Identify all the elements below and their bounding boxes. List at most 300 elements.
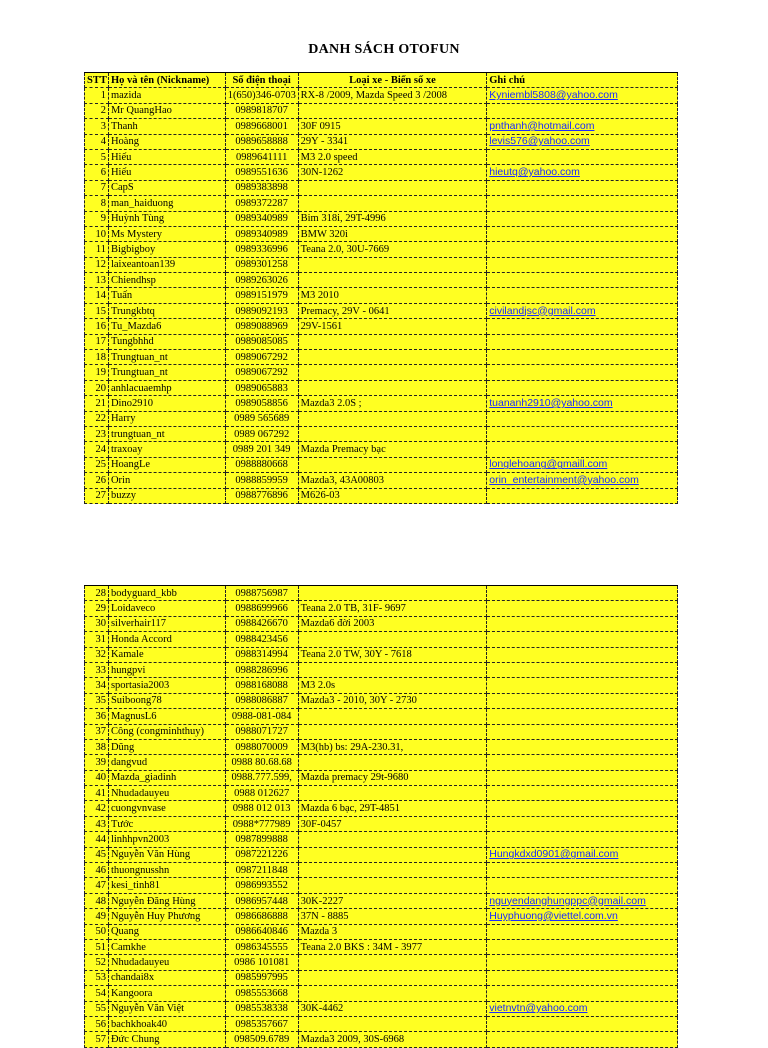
- car-cell: M3 2010: [298, 288, 487, 303]
- note-cell: [487, 693, 678, 708]
- phone-cell: 0989336996: [225, 242, 298, 257]
- note-cell: [487, 350, 678, 365]
- note-cell: [487, 863, 678, 878]
- phone-cell: 0989 201 349: [225, 442, 298, 457]
- car-cell: [298, 1016, 487, 1031]
- phone-cell: 0986345555: [225, 939, 298, 954]
- note-cell: [487, 242, 678, 257]
- car-cell: [298, 180, 487, 195]
- nickname-cell: Dino2910: [108, 396, 225, 411]
- phone-cell: 0989340989: [225, 226, 298, 241]
- document-title: DANH SÁCH OTOFUN: [308, 42, 460, 57]
- table-row: [85, 909, 678, 924]
- car-cell: [298, 970, 487, 985]
- nickname-cell: hungpvi: [108, 662, 225, 677]
- note-cell: [487, 426, 678, 441]
- car-cell: [298, 380, 487, 395]
- table-row: [85, 380, 678, 395]
- phone-cell: 0989092193: [225, 303, 298, 318]
- phone-cell: 0986640846: [225, 924, 298, 939]
- table-row: [85, 816, 678, 831]
- table-row: [85, 211, 678, 226]
- row-number: 26: [85, 473, 109, 488]
- nickname-cell: Tuấn: [108, 288, 225, 303]
- car-cell: M3(hb) bs: 29A-230.31,: [298, 739, 487, 754]
- table-row: [85, 103, 678, 118]
- nickname-cell: Dũng: [108, 739, 225, 754]
- note-cell: [487, 709, 678, 724]
- phone-cell: 0988 80.68.68: [225, 755, 298, 770]
- phone-cell: 0985357667: [225, 1016, 298, 1031]
- row-number: 10: [85, 226, 109, 241]
- row-number: 27: [85, 488, 109, 503]
- phone-cell: 0989058856: [225, 396, 298, 411]
- table-row: [85, 180, 678, 195]
- note-cell: [487, 180, 678, 195]
- note-cell[interactable]: orin_entertainment@yahoo.com: [487, 473, 678, 488]
- nickname-cell: linhhpvn2003: [108, 832, 225, 847]
- row-number: 42: [85, 801, 109, 816]
- row-number: 12: [85, 257, 109, 272]
- phone-cell: 0989340989: [225, 211, 298, 226]
- nickname-cell: traxoay: [108, 442, 225, 457]
- phone-cell: 0986957448: [225, 893, 298, 908]
- table-row: [85, 257, 678, 272]
- table-row: [85, 473, 678, 488]
- nickname-cell: Harry: [108, 411, 225, 426]
- nickname-cell: Quang: [108, 924, 225, 939]
- car-cell: 30K-2227: [298, 893, 487, 908]
- row-number: 22: [85, 411, 109, 426]
- car-cell: Bim 318i, 29T-4996: [298, 211, 487, 226]
- row-number: 37: [85, 724, 109, 739]
- table-row: [85, 662, 678, 677]
- table-row: [85, 709, 678, 724]
- nickname-cell: laixeantoan139: [108, 257, 225, 272]
- nickname-cell: Hiếu: [108, 149, 225, 164]
- phone-cell: 0989067292: [225, 365, 298, 380]
- table-row: [85, 303, 678, 318]
- table-row: [85, 632, 678, 647]
- car-cell: [298, 832, 487, 847]
- nickname-cell: Trungtuan_nt: [108, 365, 225, 380]
- phone-cell: 0986993552: [225, 878, 298, 893]
- nickname-cell: Trungkbtq: [108, 303, 225, 318]
- note-cell: [487, 724, 678, 739]
- nickname-cell: Honda Accord: [108, 632, 225, 647]
- row-number: 56: [85, 1016, 109, 1031]
- note-cell: [487, 196, 678, 211]
- nickname-cell: CapS: [108, 180, 225, 195]
- table-row: [85, 647, 678, 662]
- row-number: 43: [85, 816, 109, 831]
- phone-cell: 0988286996: [225, 662, 298, 677]
- row-number: 50: [85, 924, 109, 939]
- row-number: 45: [85, 847, 109, 862]
- note-cell: [487, 226, 678, 241]
- row-number: 11: [85, 242, 109, 257]
- phone-cell: 0989372287: [225, 196, 298, 211]
- note-cell: [487, 616, 678, 631]
- nickname-cell: dangvud: [108, 755, 225, 770]
- phone-cell: 0986686888: [225, 909, 298, 924]
- table-row: [85, 273, 678, 288]
- car-cell: [298, 273, 487, 288]
- phone-cell: 0988423456: [225, 632, 298, 647]
- note-cell[interactable]: Hungkdxd0901@gmail.com: [487, 847, 678, 862]
- row-number: 47: [85, 878, 109, 893]
- car-cell: [298, 878, 487, 893]
- car-cell: 30N-1262: [298, 165, 487, 180]
- nickname-cell: thuongnusshn: [108, 863, 225, 878]
- row-number: 49: [85, 909, 109, 924]
- table-row: [85, 1001, 678, 1016]
- note-cell: [487, 257, 678, 272]
- phone-cell: 0989658888: [225, 134, 298, 149]
- phone-cell: 0988776896: [225, 488, 298, 503]
- note-cell[interactable]: levis576@yahoo.com: [487, 134, 678, 149]
- car-cell: [298, 632, 487, 647]
- table-row: [85, 878, 678, 893]
- note-cell: [487, 288, 678, 303]
- car-cell: [298, 986, 487, 1001]
- car-cell: Teana 2.0, 30U-7669: [298, 242, 487, 257]
- car-cell: [298, 955, 487, 970]
- car-cell: 30F 0915: [298, 119, 487, 134]
- phone-cell: 0987221226: [225, 847, 298, 862]
- table-row: [85, 678, 678, 693]
- note-cell[interactable]: nguyendanghungppc@gmail.com: [487, 893, 678, 908]
- table-row: [85, 119, 678, 134]
- car-cell: [298, 365, 487, 380]
- nickname-cell: Tước: [108, 816, 225, 831]
- table-row: [85, 242, 678, 257]
- note-cell[interactable]: tuananh2910@yahoo.com: [487, 396, 678, 411]
- table-row: [85, 924, 678, 939]
- car-cell: Mazda3 2009, 30S-6968: [298, 1032, 487, 1047]
- row-number: 31: [85, 632, 109, 647]
- header-car: Loại xe - Biển số xe: [298, 73, 487, 88]
- table-row: [85, 426, 678, 441]
- note-cell: [487, 755, 678, 770]
- table-row: [85, 1016, 678, 1031]
- nickname-cell: Kangoora: [108, 986, 225, 1001]
- nickname-cell: Công (congminhthuy): [108, 724, 225, 739]
- car-cell: Teana 2.0 TW, 30Y - 7618: [298, 647, 487, 662]
- table-row: [85, 457, 678, 472]
- row-number: 6: [85, 165, 109, 180]
- nickname-cell: Nhudadauyeu: [108, 786, 225, 801]
- phone-cell: 0989551636: [225, 165, 298, 180]
- row-number: 15: [85, 303, 109, 318]
- nickname-cell: man_haiduong: [108, 196, 225, 211]
- note-cell[interactable]: pnthanh@hotmail.com: [487, 119, 678, 134]
- table-row: [85, 616, 678, 631]
- row-number: 4: [85, 134, 109, 149]
- member-table-2: [84, 585, 678, 1048]
- nickname-cell: Huỳnh Tùng: [108, 211, 225, 226]
- phone-cell: 0989263026: [225, 273, 298, 288]
- nickname-cell: Loidaveco: [108, 601, 225, 616]
- phone-cell: 0985997995: [225, 970, 298, 985]
- table-row: [85, 863, 678, 878]
- table-row: [85, 586, 678, 601]
- nickname-cell: Orin: [108, 473, 225, 488]
- nickname-cell: Mazda_giadinh: [108, 770, 225, 785]
- row-number: 46: [85, 863, 109, 878]
- nickname-cell: chandai8x: [108, 970, 225, 985]
- phone-cell: 0989 565689: [225, 411, 298, 426]
- nickname-cell: Ms Mystery: [108, 226, 225, 241]
- row-number: 3: [85, 119, 109, 134]
- car-cell: Mazda 6 bạc, 29T-4851: [298, 801, 487, 816]
- table-row: [85, 801, 678, 816]
- table-row: [85, 442, 678, 457]
- table-row: [85, 134, 678, 149]
- table-row: [85, 847, 678, 862]
- nickname-cell: Chiendhsp: [108, 273, 225, 288]
- nickname-cell: Mr QuangHao: [108, 103, 225, 118]
- note-cell: [487, 103, 678, 118]
- note-cell: [487, 986, 678, 1001]
- note-cell: [487, 632, 678, 647]
- table-row: [85, 739, 678, 754]
- note-cell: [487, 678, 678, 693]
- note-cell: [487, 380, 678, 395]
- table-row: [85, 693, 678, 708]
- row-number: 7: [85, 180, 109, 195]
- row-number: 48: [85, 893, 109, 908]
- table-row: [85, 955, 678, 970]
- car-cell: [298, 847, 487, 862]
- phone-cell: 0988880668: [225, 457, 298, 472]
- row-number: 40: [85, 770, 109, 785]
- car-cell: 29V-1561: [298, 319, 487, 334]
- car-cell: [298, 863, 487, 878]
- nickname-cell: Hiếu: [108, 165, 225, 180]
- note-cell: [487, 586, 678, 601]
- car-cell: [298, 786, 487, 801]
- nickname-cell: trungtuan_nt: [108, 426, 225, 441]
- phone-cell: 0989383898: [225, 180, 298, 195]
- row-number: 21: [85, 396, 109, 411]
- row-number: 16: [85, 319, 109, 334]
- note-cell[interactable]: longlehoang@gmaill.com: [487, 457, 678, 472]
- car-cell: [298, 334, 487, 349]
- note-cell: [487, 801, 678, 816]
- row-number: 35: [85, 693, 109, 708]
- header-row: [85, 73, 678, 88]
- note-cell: [487, 924, 678, 939]
- nickname-cell: kesi_tinh81: [108, 878, 225, 893]
- car-cell: [298, 426, 487, 441]
- nickname-cell: HoangLe: [108, 457, 225, 472]
- table-body-1: [85, 88, 678, 504]
- phone-cell: 0988.777.599,: [225, 770, 298, 785]
- nickname-cell: Suiboong78: [108, 693, 225, 708]
- row-number: 28: [85, 586, 109, 601]
- car-cell: 37N - 8885: [298, 909, 487, 924]
- row-number: 20: [85, 380, 109, 395]
- note-cell: [487, 365, 678, 380]
- table-row: [85, 986, 678, 1001]
- note-cell: [487, 955, 678, 970]
- car-cell: M3 2.0 speed: [298, 149, 487, 164]
- note-cell: [487, 1016, 678, 1031]
- row-number: 8: [85, 196, 109, 211]
- note-cell[interactable]: civilandjsc@gmail.com: [487, 303, 678, 318]
- row-number: 55: [85, 1001, 109, 1016]
- table-row: [85, 288, 678, 303]
- nickname-cell: Bigbigboy: [108, 242, 225, 257]
- row-number: 29: [85, 601, 109, 616]
- nickname-cell: mazida: [108, 88, 225, 103]
- note-cell: [487, 411, 678, 426]
- table-row: [85, 1032, 678, 1047]
- row-number: 14: [85, 288, 109, 303]
- car-cell: Mazda6 đời 2003: [298, 616, 487, 631]
- nickname-cell: buzzy: [108, 488, 225, 503]
- phone-cell: 098509.6789: [225, 1032, 298, 1047]
- note-cell[interactable]: Kyniembl5808@yahoo.com: [487, 88, 678, 103]
- phone-cell: 0988756987: [225, 586, 298, 601]
- row-number: 41: [85, 786, 109, 801]
- phone-cell: 0987899888: [225, 832, 298, 847]
- phone-cell: 0989067292: [225, 350, 298, 365]
- phone-cell: 0986 101081: [225, 955, 298, 970]
- table-row: [85, 770, 678, 785]
- row-number: 57: [85, 1032, 109, 1047]
- table-row: [85, 350, 678, 365]
- note-cell[interactable]: vietnvtn@yahoo.com: [487, 1001, 678, 1016]
- car-cell: BMW 320i: [298, 226, 487, 241]
- note-cell: [487, 334, 678, 349]
- table-row: [85, 319, 678, 334]
- row-number: 33: [85, 662, 109, 677]
- car-cell: Teana 2.0 BKS : 34M - 3977: [298, 939, 487, 954]
- car-cell: RX-8 /2009, Mazda Speed 3 /2008: [298, 88, 487, 103]
- phone-cell: 0988859959: [225, 473, 298, 488]
- note-cell: [487, 488, 678, 503]
- nickname-cell: bachkhoak40: [108, 1016, 225, 1031]
- note-cell: [487, 601, 678, 616]
- nickname-cell: Nguyễn Đăng Hùng: [108, 893, 225, 908]
- note-cell: [487, 319, 678, 334]
- header-phone: Số điện thoại: [225, 73, 298, 88]
- row-number: 38: [85, 739, 109, 754]
- nickname-cell: Đức Chung: [108, 1032, 225, 1047]
- nickname-cell: Nguyễn Huy Phương: [108, 909, 225, 924]
- table-row: [85, 226, 678, 241]
- note-cell: [487, 739, 678, 754]
- phone-cell: 0988086887: [225, 693, 298, 708]
- car-cell: Mazda 3: [298, 924, 487, 939]
- note-cell: [487, 662, 678, 677]
- nickname-cell: Nhudadauyeu: [108, 955, 225, 970]
- phone-cell: 0988314994: [225, 647, 298, 662]
- row-number: 23: [85, 426, 109, 441]
- table-row: [85, 88, 678, 103]
- car-cell: [298, 103, 487, 118]
- nickname-cell: Camkhe: [108, 939, 225, 954]
- note-cell: [487, 878, 678, 893]
- phone-cell: 0989151979: [225, 288, 298, 303]
- nickname-cell: Tu_Mazda6: [108, 319, 225, 334]
- note-cell: [487, 939, 678, 954]
- car-cell: Teana 2.0 TB, 31F- 9697: [298, 601, 487, 616]
- car-cell: [298, 662, 487, 677]
- note-cell: [487, 832, 678, 847]
- car-cell: [298, 257, 487, 272]
- note-cell[interactable]: hieutq@yahoo.com: [487, 165, 678, 180]
- nickname-cell: Trungtuan_nt: [108, 350, 225, 365]
- nickname-cell: silverhair117: [108, 616, 225, 631]
- car-cell: 29Y - 3341: [298, 134, 487, 149]
- note-cell[interactable]: Huyphuong@viettel.com.vn: [487, 909, 678, 924]
- nickname-cell: Hoàng: [108, 134, 225, 149]
- table-row: [85, 149, 678, 164]
- phone-cell: 0988426670: [225, 616, 298, 631]
- phone-cell: 0988071727: [225, 724, 298, 739]
- phone-cell: 0988 012 013: [225, 801, 298, 816]
- nickname-cell: Nguyễn Văn Việt: [108, 1001, 225, 1016]
- member-table-1: [84, 72, 678, 504]
- car-cell: Mazda Premacy bạc: [298, 442, 487, 457]
- nickname-cell: Tungbhhd: [108, 334, 225, 349]
- table-row: [85, 396, 678, 411]
- car-cell: [298, 350, 487, 365]
- table-row: [85, 165, 678, 180]
- nickname-cell: bodyguard_kbb: [108, 586, 225, 601]
- phone-cell: 0985553668: [225, 986, 298, 1001]
- table-row: [85, 488, 678, 503]
- phone-cell: 0985538338: [225, 1001, 298, 1016]
- row-number: 52: [85, 955, 109, 970]
- row-number: 13: [85, 273, 109, 288]
- header-stt: STT: [85, 73, 109, 88]
- nickname-cell: Thanh: [108, 119, 225, 134]
- table-row: [85, 755, 678, 770]
- row-number: 2: [85, 103, 109, 118]
- row-number: 1: [85, 88, 109, 103]
- nickname-cell: sportasia2003: [108, 678, 225, 693]
- phone-cell: 0989668001: [225, 119, 298, 134]
- table-row: [85, 893, 678, 908]
- nickname-cell: MagnusL6: [108, 709, 225, 724]
- nickname-cell: anhlacuaemhp: [108, 380, 225, 395]
- row-number: 9: [85, 211, 109, 226]
- row-number: 24: [85, 442, 109, 457]
- table-row: [85, 939, 678, 954]
- row-number: 30: [85, 616, 109, 631]
- table-row: [85, 411, 678, 426]
- note-cell: [487, 211, 678, 226]
- car-cell: 30F-0457: [298, 816, 487, 831]
- phone-cell: 0989088969: [225, 319, 298, 334]
- nickname-cell: cuongvnvase: [108, 801, 225, 816]
- phone-cell: 0989818707: [225, 103, 298, 118]
- car-cell: Mazda3, 43A00803: [298, 473, 487, 488]
- car-cell: [298, 724, 487, 739]
- nickname-cell: Nguyễn Văn Hùng: [108, 847, 225, 862]
- car-cell: [298, 755, 487, 770]
- note-cell: [487, 273, 678, 288]
- table-row: [85, 365, 678, 380]
- header-nickname: Họ và tên (Nickname): [108, 73, 225, 88]
- table-body-2: [85, 586, 678, 1048]
- phone-cell: 0988070009: [225, 739, 298, 754]
- table-row: [85, 832, 678, 847]
